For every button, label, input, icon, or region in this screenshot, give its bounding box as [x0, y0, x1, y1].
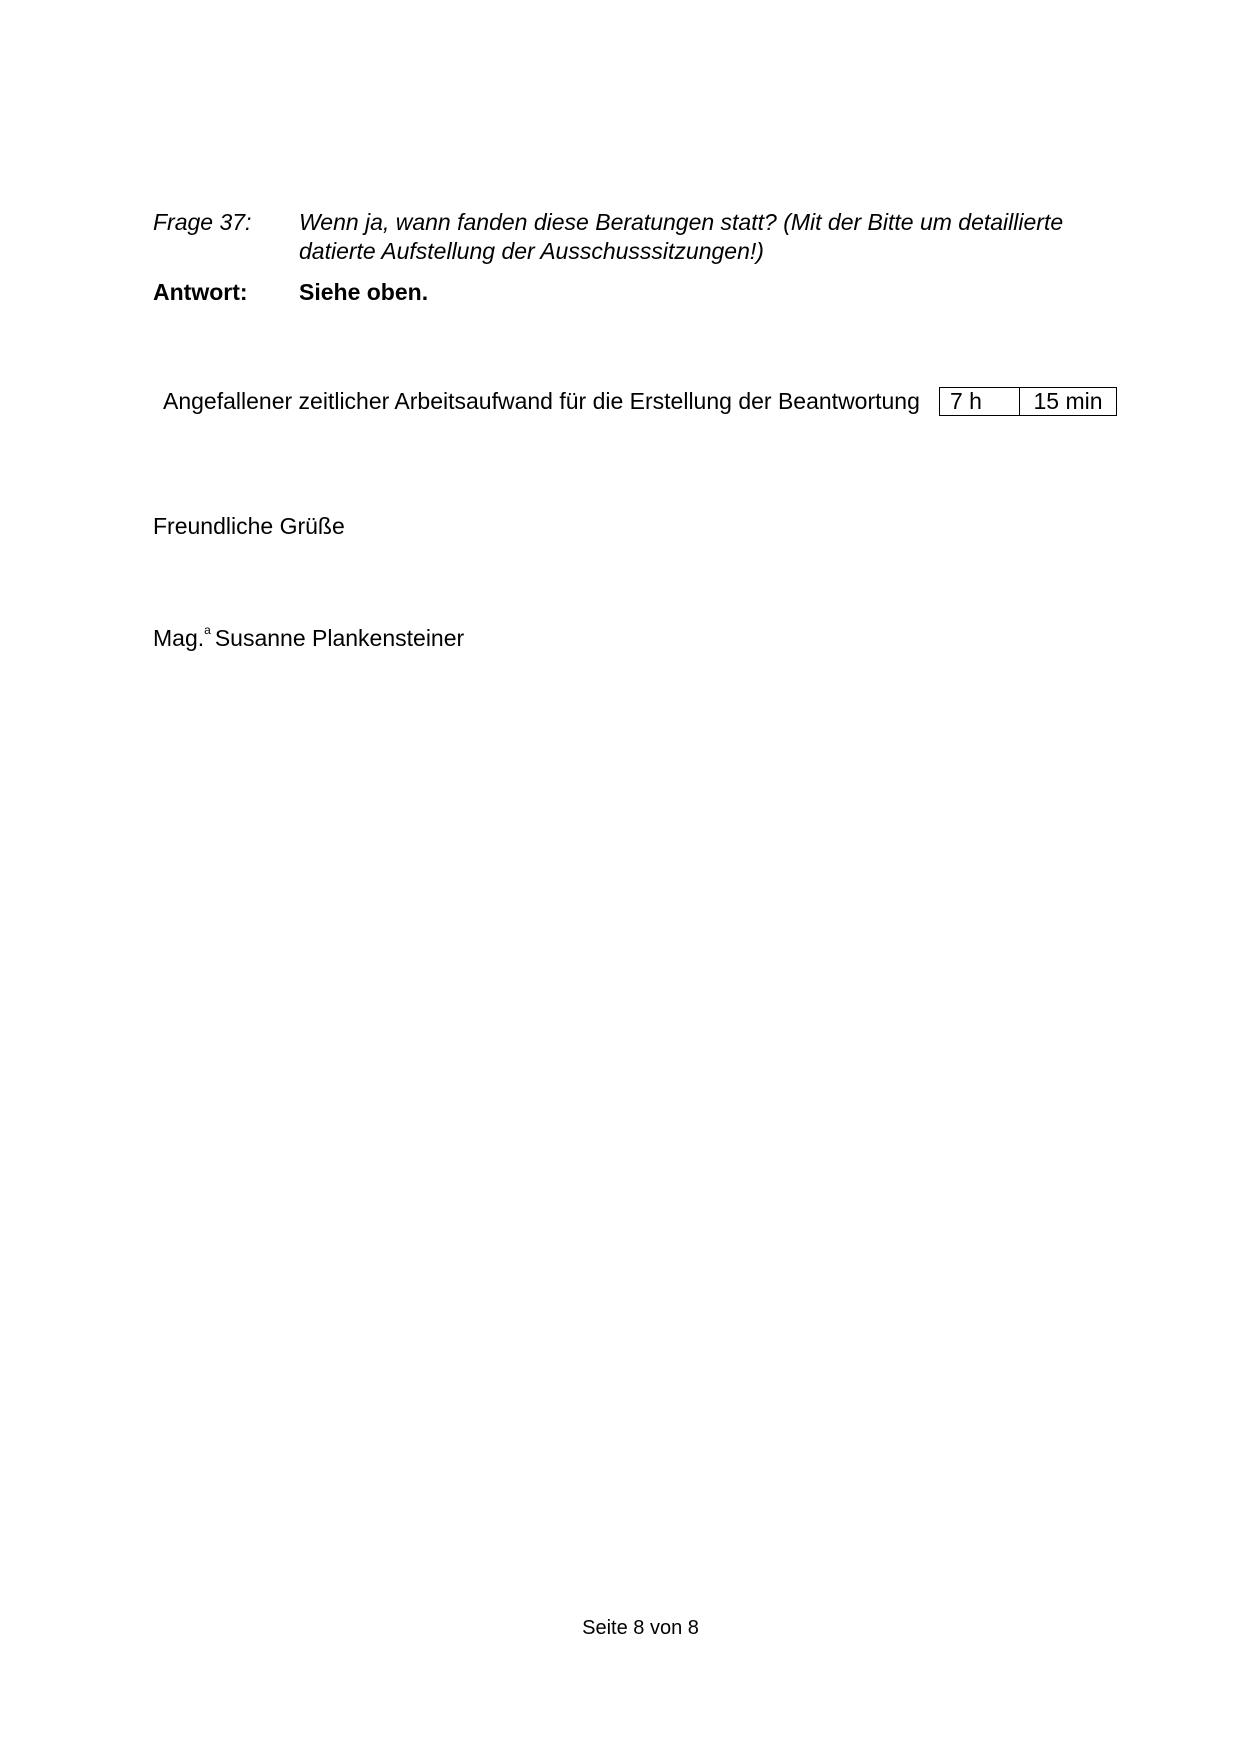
question-text: Wenn ja, wann fanden diese Beratungen statt? (Mit der Bitte um detaillierte datierte Aufstellung der Ausschusssitzungen!) [299, 209, 1064, 264]
work-effort-row [163, 387, 1117, 416]
work-effort-table [939, 387, 1117, 416]
question-label: Frage 37: [153, 209, 252, 235]
signature-title: Mag. [153, 625, 205, 651]
work-effort-minutes: 15 min [1033, 388, 1103, 414]
page-number: Seite 8 von 8 [582, 1617, 699, 1639]
work-effort-label: Angefallener zeitlicher Arbeitsaufwand für die Erstellung der Beantwortung [163, 388, 920, 414]
question-block [153, 208, 1099, 266]
work-effort-hours: 7 h [940, 388, 1020, 415]
answer-block [153, 278, 1099, 307]
answer-text: Siehe oben. [299, 279, 429, 305]
answer-label: Antwort: [153, 279, 248, 305]
signature-name: Susanne Plankensteiner [214, 625, 465, 651]
signature [153, 625, 464, 652]
closing-greeting: Freundliche Grüße [153, 513, 345, 539]
signature-superscript: a [204, 623, 211, 637]
